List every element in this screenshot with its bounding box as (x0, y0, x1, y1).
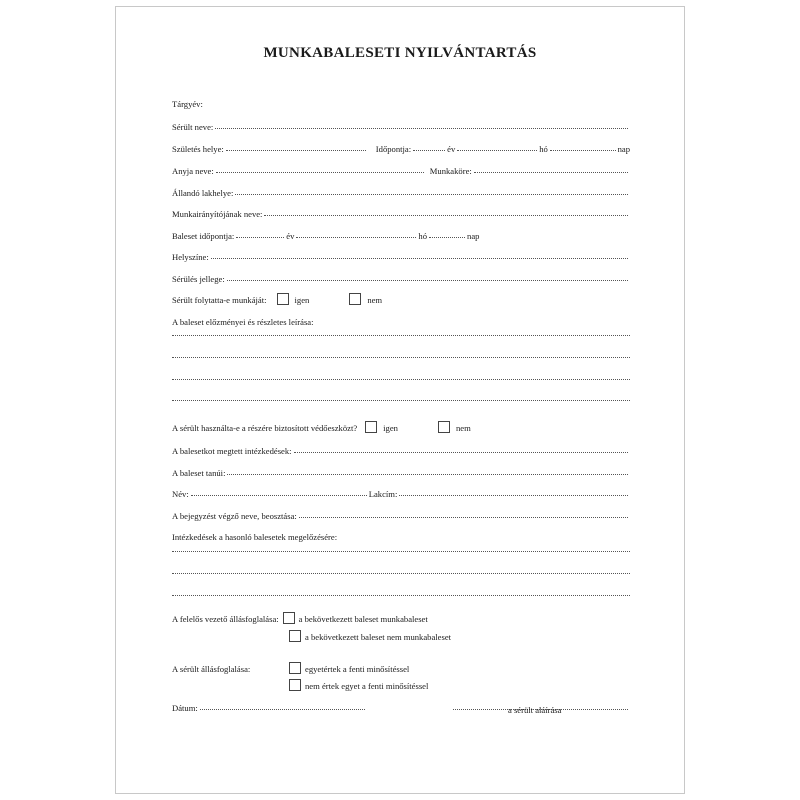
field-baleset-ev[interactable] (236, 237, 284, 238)
field-munkairanyito[interactable] (264, 215, 628, 216)
label-egyetertek: egyetértek a fenti minősítéssel (305, 664, 410, 674)
label-elozmenyek: A baleset előzményei és részletes leírása: (172, 317, 314, 327)
field-bejegyzes[interactable] (299, 517, 628, 518)
field-allando-lakhely[interactable] (235, 194, 628, 195)
field-szul-ev[interactable] (413, 150, 445, 151)
row-munkairanyito (172, 205, 630, 219)
label-alairas: a sérült aláírása (508, 705, 562, 715)
label-ho-2: hó (418, 231, 428, 241)
label-felelos: A felelős vezető állásfoglalása: (172, 614, 279, 624)
row-nev-lakcim (172, 485, 630, 499)
label-serult-neve: Sérült neve: (172, 122, 214, 132)
label-ev: év (447, 144, 456, 154)
label-munkairanyito: Munkairányítójának neve: (172, 209, 263, 219)
row-szuletes (172, 140, 630, 154)
field-szul-ho[interactable] (457, 150, 537, 151)
label-intezkedesek: A balesetkot megtett intézkedések: (172, 446, 292, 456)
label-ho: hó (539, 144, 548, 154)
label-nev: Név: (172, 489, 189, 499)
label-idopontja: Időpontja: (375, 144, 412, 154)
field-serules-jellege[interactable] (227, 280, 628, 281)
row-felelos-1 (172, 610, 630, 624)
page-title: MUNKABALESETI NYILVÁNTARTÁS (263, 45, 537, 61)
label-anyja-neve: Anyja neve: (172, 166, 214, 176)
label-allando-lakhely: Állandó lakhelye: (172, 188, 234, 198)
field-tanui[interactable] (227, 474, 628, 475)
label-baleset-idopontja: Baleset időpontja: (172, 231, 235, 241)
field-megelozes-line-1[interactable] (172, 551, 630, 552)
field-elozmenyek-line-4[interactable] (172, 400, 630, 401)
row-intezkedesek (172, 442, 630, 456)
label-munkabaleset: a bekövetkezett baleset munkabaleset (298, 614, 428, 624)
row-helyszine (172, 248, 630, 262)
label-folytatta-igen: igen (294, 295, 310, 305)
checkbox-folytatta-nem[interactable] (349, 293, 361, 305)
field-elozmenyek-line-2[interactable] (172, 357, 630, 358)
field-lakcim[interactable] (399, 495, 628, 496)
checkbox-nem-ertek-egyet[interactable] (289, 679, 301, 691)
field-elozmenyek-line-3[interactable] (172, 379, 630, 380)
field-nev[interactable] (191, 495, 367, 496)
row-bejegyzes (172, 507, 630, 521)
label-vedoeszkoz: A sérült használta-e a részére biztosított védőeszközt? (172, 423, 358, 433)
label-vedoeszkoz-nem: nem (455, 423, 471, 433)
checkbox-vedoeszkoz-igen[interactable] (365, 421, 377, 433)
field-megelozes-line-2[interactable] (172, 573, 630, 574)
label-nap: nap (617, 144, 630, 154)
row-tanui (172, 464, 630, 478)
field-elozmenyek-line-1[interactable] (172, 335, 630, 336)
form-page (115, 6, 685, 794)
field-szul-nap[interactable] (550, 150, 616, 151)
label-nem-ertek-egyet: nem értek egyet a fenti minősítéssel (305, 681, 429, 691)
row-targyev (172, 95, 630, 109)
row-lakhely (172, 184, 630, 198)
label-helyszine: Helyszíne: (172, 252, 209, 262)
label-nap-2: nap (467, 231, 480, 241)
field-intezkedesek[interactable] (294, 452, 628, 453)
label-folytatta-nem: nem (367, 295, 383, 305)
field-serult-neve[interactable] (215, 128, 628, 129)
label-nem-munkabaleset: a bekövetkezett baleset nem munkabaleset (305, 632, 452, 642)
label-serules-jellege: Sérülés jellege: (172, 274, 225, 284)
label-serult-allasf: A sérült állásfoglalása: (172, 664, 251, 674)
label-vedoeszkoz-igen: igen (383, 423, 398, 433)
row-folytatta (172, 291, 630, 305)
label-bejegyzes: A bejegyzést végző neve, beosztása: (172, 511, 297, 521)
row-vedoeszkoz (172, 419, 630, 433)
label-folytatta: Sérült folytatta-e munkáját: (172, 295, 267, 305)
field-anyja-neve[interactable] (216, 172, 424, 173)
field-datum[interactable] (200, 709, 365, 710)
label-datum: Dátum: (172, 703, 198, 713)
label-megelozes: Intézkedések a hasonló balesetek megelőzésére: (172, 532, 338, 542)
field-baleset-nap[interactable] (429, 237, 465, 238)
row-anyja (172, 162, 630, 176)
field-helyszine[interactable] (211, 258, 628, 259)
row-felelos-2 (289, 628, 619, 642)
label-szuletes-helye: Születés helye: (172, 144, 224, 154)
checkbox-vedoeszkoz-nem[interactable] (438, 421, 450, 433)
label-lakcim: Lakcím: (368, 489, 398, 499)
row-serult-neve (172, 118, 630, 132)
label-targyev: Tárgyév: (172, 99, 203, 109)
label-tanui: A baleset tanúi: (172, 468, 226, 478)
checkbox-folytatta-igen[interactable] (277, 293, 289, 305)
row-serules-jellege (172, 270, 630, 284)
field-szuletes-helye[interactable] (226, 150, 366, 151)
checkbox-nem-munkabaleset[interactable] (289, 630, 301, 642)
label-munkakore: Munkaköre: (429, 166, 472, 176)
checkbox-egyetertek[interactable] (289, 662, 301, 674)
row-megelozes (172, 528, 630, 542)
row-elozmenyek (172, 313, 630, 327)
row-baleset-idopont (172, 227, 630, 241)
row-serult-allasf-2 (289, 677, 619, 691)
checkbox-munkabaleset[interactable] (283, 612, 295, 624)
label-ev-2: év (286, 231, 295, 241)
row-serult-allasf-1 (172, 660, 630, 674)
field-megelozes-line-3[interactable] (172, 595, 630, 596)
field-munkakore[interactable] (474, 172, 628, 173)
field-baleset-ho[interactable] (296, 237, 416, 238)
